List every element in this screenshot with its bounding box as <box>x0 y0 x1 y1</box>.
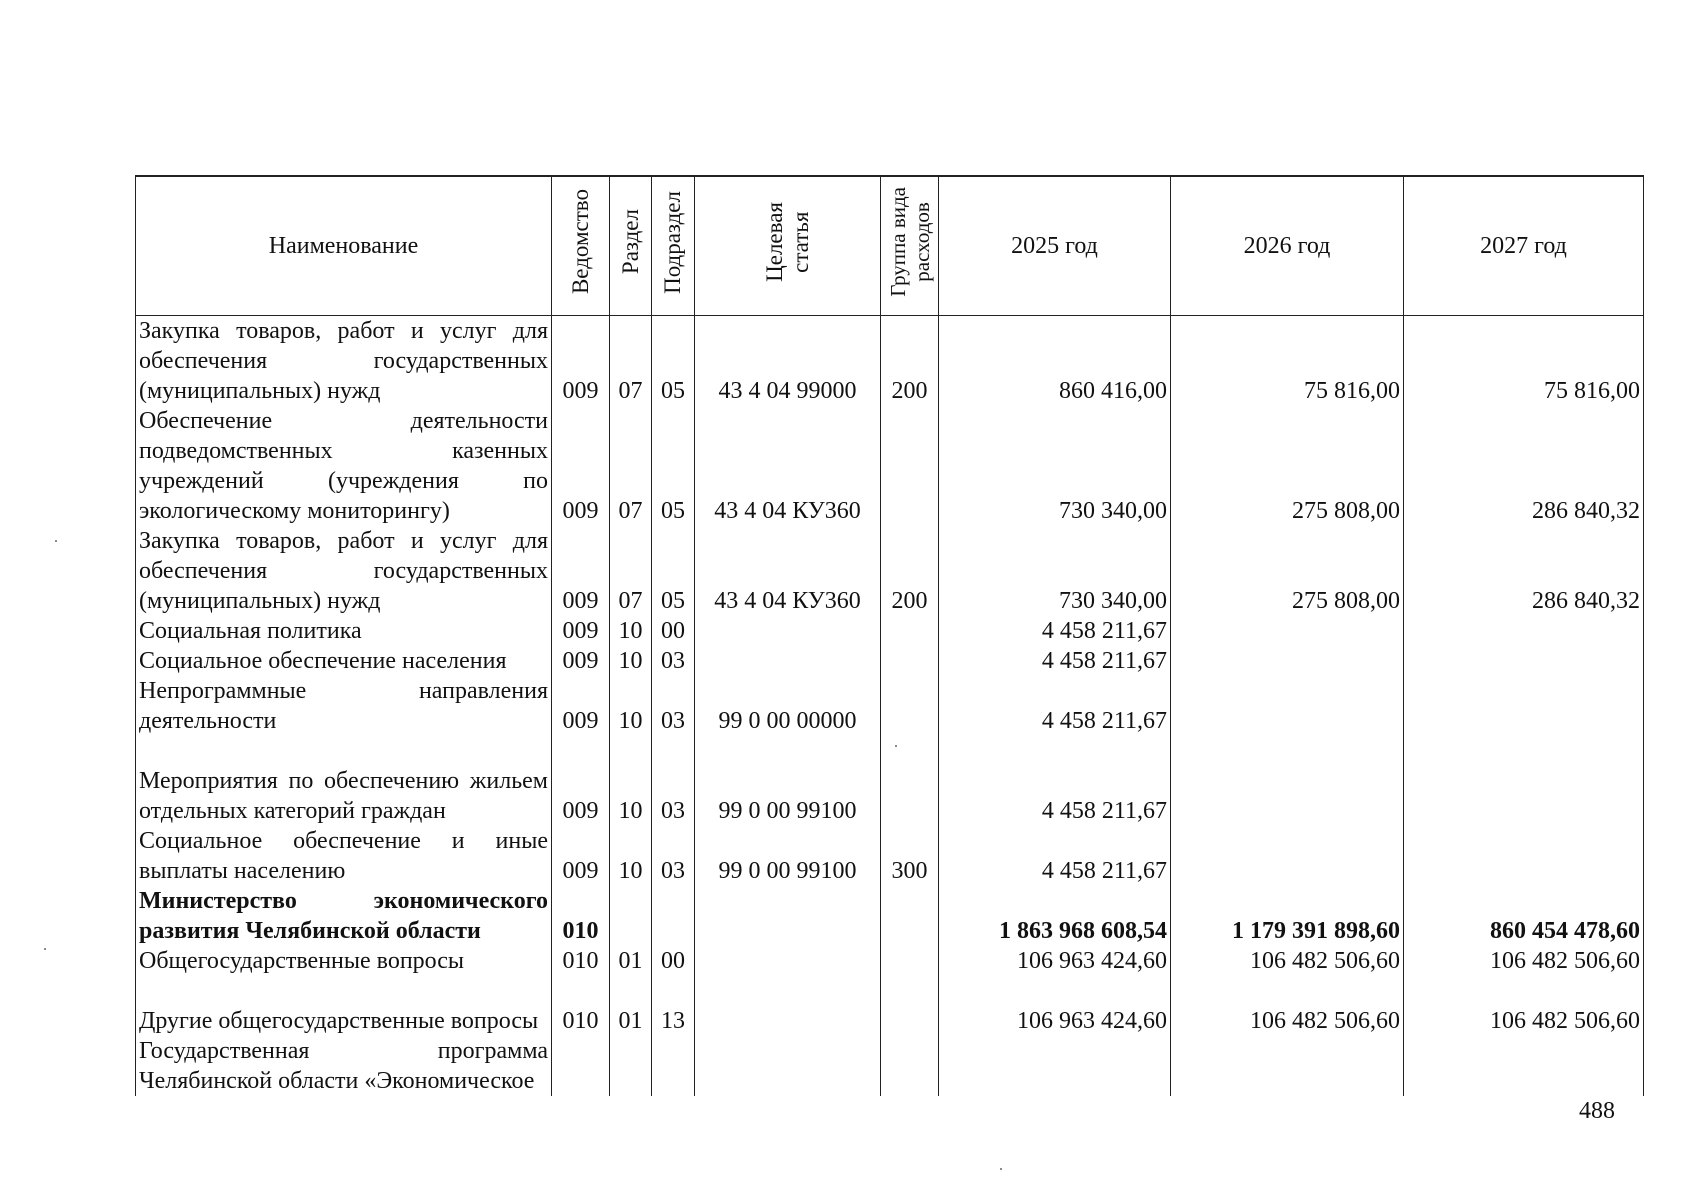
header-2025: 2025 год <box>939 176 1171 316</box>
row-2025-cell: 4 458 211,67 <box>939 736 1171 826</box>
row-2025-cell: 730 340,00 <box>939 526 1171 616</box>
table-row <box>136 826 1644 886</box>
row-subsection-cell <box>652 886 695 946</box>
row-group-cell <box>881 676 939 736</box>
scan-speck <box>55 540 57 542</box>
row-subsection-cell <box>652 1036 695 1096</box>
row-section-cell: 07 <box>610 316 652 407</box>
row-target-cell <box>695 946 881 976</box>
row-group-cell <box>881 1036 939 1096</box>
table-row <box>136 406 1644 526</box>
row-subsection-cell: 05 <box>652 406 695 526</box>
row-section-cell: 10 <box>610 736 652 826</box>
row-target-cell: 43 4 04 КУ360 <box>695 406 881 526</box>
scan-speck <box>44 948 46 950</box>
row-2027-cell <box>1404 1036 1644 1096</box>
row-name-cell: Мероприятия по обеспечению жильем отдельных категорий граждан <box>136 736 552 826</box>
scan-speck <box>895 745 897 747</box>
row-name-cell: Социальное обеспечение населения <box>136 646 552 676</box>
row-2025-cell: 106 963 424,60 <box>939 976 1171 1036</box>
row-name-cell: Закупка товаров, работ и услуг для обеспечения государственных (муниципальных) нужд <box>136 526 552 616</box>
table-row <box>136 526 1644 616</box>
table-row <box>136 616 1644 646</box>
row-2027-cell <box>1404 676 1644 736</box>
row-section-cell: 07 <box>610 526 652 616</box>
row-2026-cell: 106 482 506,60 <box>1171 946 1404 976</box>
row-group-cell <box>881 886 939 946</box>
header-expense-group: Группа вида расходов <box>881 176 939 316</box>
row-department-cell: 009 <box>552 526 610 616</box>
row-subsection-cell: 03 <box>652 646 695 676</box>
row-2026-cell <box>1171 826 1404 886</box>
row-target-cell <box>695 886 881 946</box>
row-2027-cell <box>1404 616 1644 646</box>
row-2027-cell: 286 840,32 <box>1404 526 1644 616</box>
row-department-cell: 009 <box>552 646 610 676</box>
row-target-cell <box>695 1036 881 1096</box>
row-2027-cell <box>1404 826 1644 886</box>
table-row <box>136 946 1644 976</box>
row-2026-cell <box>1171 736 1404 826</box>
row-name-cell: Социальная политика <box>136 616 552 646</box>
row-target-cell: 99 0 00 00000 <box>695 676 881 736</box>
row-name-cell: Государственная программа Челябинской области «Экономическое <box>136 1036 552 1096</box>
row-department-cell: 009 <box>552 616 610 646</box>
row-department-cell: 009 <box>552 316 610 407</box>
row-group-cell <box>881 406 939 526</box>
row-subsection-cell: 05 <box>652 526 695 616</box>
row-target-cell: 43 4 04 99000 <box>695 316 881 407</box>
row-section-cell <box>610 1036 652 1096</box>
row-target-cell: 43 4 04 КУ360 <box>695 526 881 616</box>
row-group-cell: 300 <box>881 826 939 886</box>
row-department-cell: 010 <box>552 946 610 976</box>
row-2025-cell: 4 458 211,67 <box>939 646 1171 676</box>
row-group-cell: 200 <box>881 316 939 407</box>
row-name-cell: Общегосударственные вопросы <box>136 946 552 976</box>
row-2026-cell <box>1171 676 1404 736</box>
row-group-cell <box>881 976 939 1036</box>
row-2025-cell: 4 458 211,67 <box>939 616 1171 646</box>
row-2026-cell <box>1171 646 1404 676</box>
row-2025-cell: 106 963 424,60 <box>939 946 1171 976</box>
row-department-cell: 009 <box>552 676 610 736</box>
row-2026-cell: 75 816,00 <box>1171 316 1404 407</box>
scan-speck <box>1000 1168 1002 1170</box>
row-section-cell: 10 <box>610 826 652 886</box>
row-target-cell <box>695 616 881 646</box>
row-section-cell: 10 <box>610 676 652 736</box>
row-2025-cell: 4 458 211,67 <box>939 676 1171 736</box>
row-2025-cell: 4 458 211,67 <box>939 826 1171 886</box>
row-subsection-cell: 00 <box>652 616 695 646</box>
row-department-cell: 009 <box>552 826 610 886</box>
row-subsection-cell: 03 <box>652 736 695 826</box>
header-target-article: Целевая статья <box>695 176 881 316</box>
row-2027-cell: 860 454 478,60 <box>1404 886 1644 946</box>
table-row <box>136 976 1644 1036</box>
row-subsection-cell: 05 <box>652 316 695 407</box>
header-subsection: Подраздел <box>652 176 695 316</box>
table-header-row <box>136 176 1644 316</box>
row-2027-cell: 286 840,32 <box>1404 406 1644 526</box>
row-2026-cell: 275 808,00 <box>1171 406 1404 526</box>
row-2027-cell <box>1404 736 1644 826</box>
table-row <box>136 886 1644 946</box>
row-section-cell <box>610 886 652 946</box>
row-target-cell <box>695 976 881 1036</box>
row-subsection-cell: 03 <box>652 676 695 736</box>
row-group-cell <box>881 946 939 976</box>
row-subsection-cell: 00 <box>652 946 695 976</box>
row-subsection-cell: 03 <box>652 826 695 886</box>
row-department-cell: 010 <box>552 976 610 1036</box>
table-row <box>136 736 1644 826</box>
budget-table <box>135 175 1644 1096</box>
row-2027-cell: 106 482 506,60 <box>1404 946 1644 976</box>
row-2026-cell <box>1171 1036 1404 1096</box>
row-group-cell <box>881 646 939 676</box>
row-2027-cell: 106 482 506,60 <box>1404 976 1644 1036</box>
row-2025-cell: 730 340,00 <box>939 406 1171 526</box>
row-target-cell: 99 0 00 99100 <box>695 736 881 826</box>
row-section-cell: 10 <box>610 646 652 676</box>
row-department-cell: 009 <box>552 736 610 826</box>
row-2025-cell: 860 416,00 <box>939 316 1171 407</box>
row-section-cell: 01 <box>610 976 652 1036</box>
table-row <box>136 676 1644 736</box>
row-name-cell: Министерство экономического развития Челябинской области <box>136 886 552 946</box>
table-row <box>136 1036 1644 1096</box>
row-name-cell: Социальное обеспечение и иные выплаты населению <box>136 826 552 886</box>
header-section: Раздел <box>610 176 652 316</box>
header-department: Ведомство <box>552 176 610 316</box>
row-group-cell: 200 <box>881 526 939 616</box>
row-2027-cell <box>1404 646 1644 676</box>
row-target-cell <box>695 646 881 676</box>
row-2025-cell: 1 863 968 608,54 <box>939 886 1171 946</box>
row-subsection-cell: 13 <box>652 976 695 1036</box>
row-name-cell: Обеспечение деятельности подведомственных казенных учреждений (учреждения по экологическому мониторингу) <box>136 406 552 526</box>
row-group-cell <box>881 736 939 826</box>
row-group-cell <box>881 616 939 646</box>
row-2026-cell: 1 179 391 898,60 <box>1171 886 1404 946</box>
table-row <box>136 316 1644 407</box>
table-body <box>136 316 1644 1097</box>
page-number: 488 <box>1579 1098 1615 1124</box>
row-section-cell: 07 <box>610 406 652 526</box>
row-section-cell: 01 <box>610 946 652 976</box>
table-row <box>136 646 1644 676</box>
row-name-cell: Непрограммные направления деятельности <box>136 676 552 736</box>
row-name-cell: Другие общегосударственные вопросы <box>136 976 552 1036</box>
header-2027: 2027 год <box>1404 176 1644 316</box>
row-section-cell: 10 <box>610 616 652 646</box>
row-2025-cell <box>939 1036 1171 1096</box>
row-2026-cell: 106 482 506,60 <box>1171 976 1404 1036</box>
row-department-cell: 009 <box>552 406 610 526</box>
row-2027-cell: 75 816,00 <box>1404 316 1644 407</box>
header-name: Наименование <box>136 176 552 316</box>
row-name-cell: Закупка товаров, работ и услуг для обеспечения государственных (муниципальных) нужд <box>136 316 552 407</box>
row-department-cell: 010 <box>552 886 610 946</box>
row-department-cell <box>552 1036 610 1096</box>
row-2026-cell <box>1171 616 1404 646</box>
header-2026: 2026 год <box>1171 176 1404 316</box>
row-2026-cell: 275 808,00 <box>1171 526 1404 616</box>
row-target-cell: 99 0 00 99100 <box>695 826 881 886</box>
